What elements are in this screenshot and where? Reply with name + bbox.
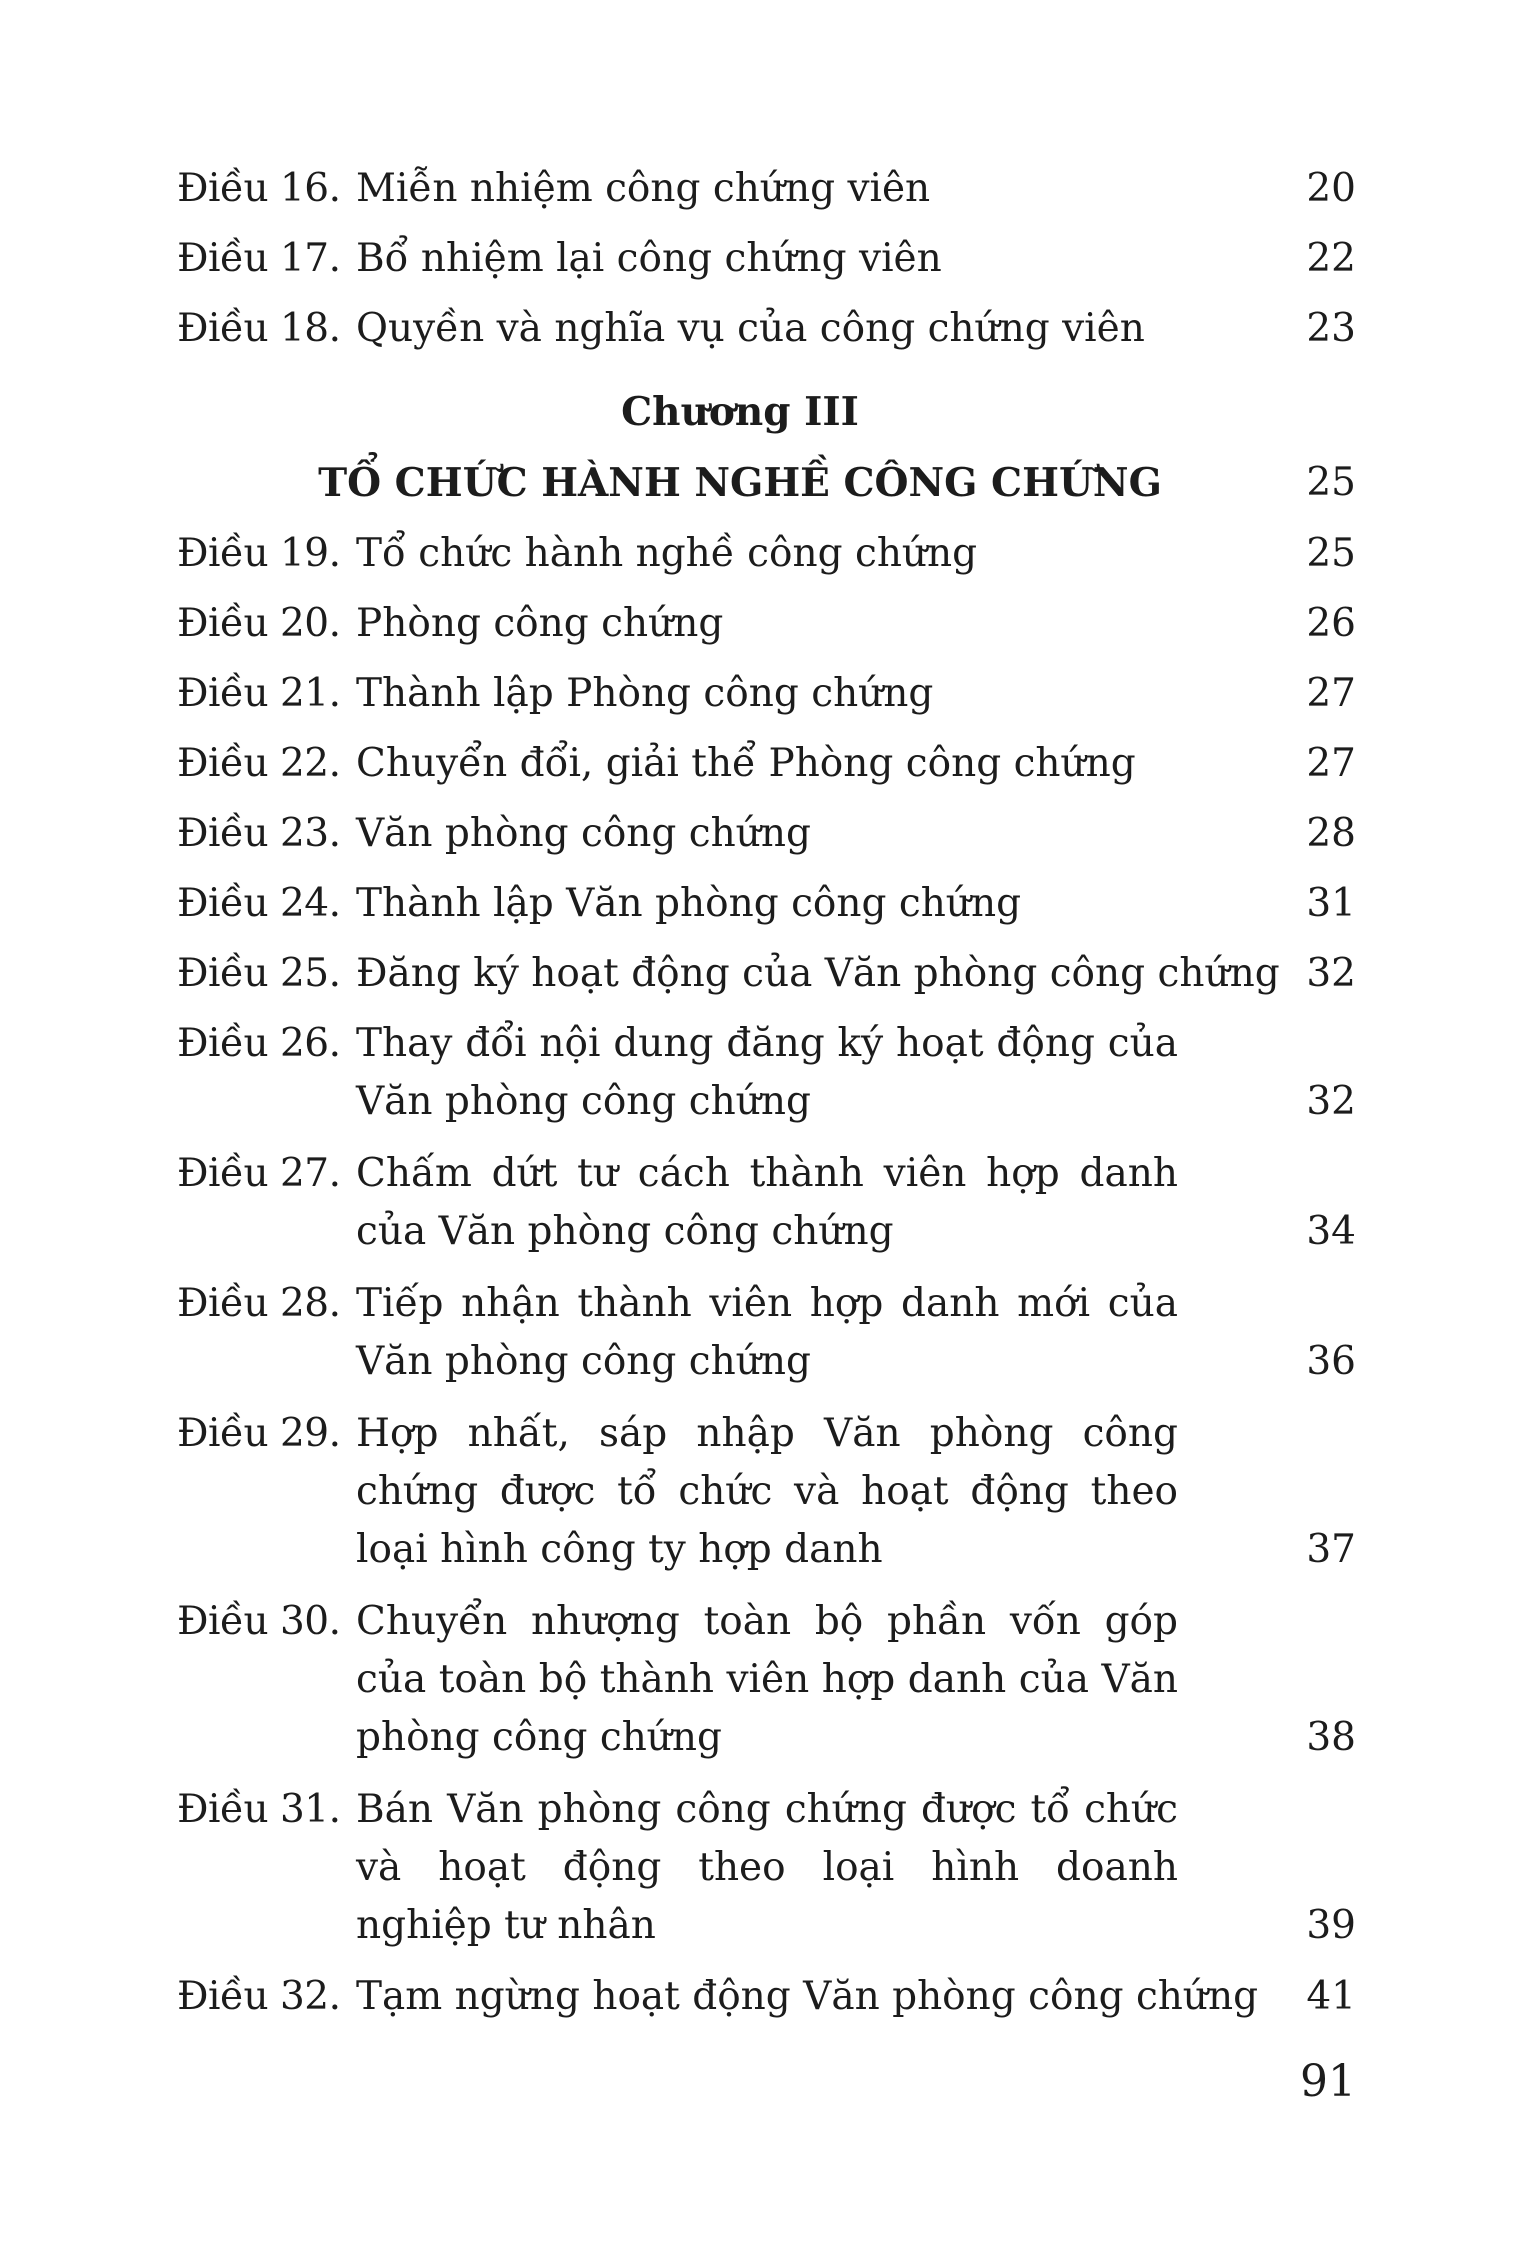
entry-title: Chấm dứt tư cách thành viên hợp danh của Văn phòng công chứng [356,1151,1178,1254]
entry-number: Điều 20. [177,601,341,646]
entry-number: Điều 24. [177,881,341,926]
entry-title: Tạm ngừng hoạt động Văn phòng công chứng [356,1974,1259,2019]
chapter-number: Chương III [621,389,859,435]
entry-page: 27 [1306,741,1356,786]
entry-number: Điều 25. [177,951,341,996]
entry-page: 27 [1306,671,1356,716]
entry-title: Thành lập Văn phòng công chứng [356,881,1022,926]
entry-number: Điều 26. [177,1021,341,1066]
entry-page: 36 [1306,1339,1356,1384]
entry-page: 20 [1306,166,1356,211]
entry-title: Hợp nhất, sáp nhập Văn phòng công chứng được tổ chức và hoạt động theo loại hình công ty hợp danh [356,1411,1178,1572]
entry-page: 41 [1306,1974,1356,2019]
entry-number: Điều 17. [177,236,341,281]
entry-number: Điều 27. [177,1151,341,1196]
entry-title: Đăng ký hoạt động của Văn phòng công chứng [356,951,1280,996]
entry-title: Văn phòng công chứng [356,811,811,856]
entry-number: Điều 22. [177,741,341,786]
entry-title: Chuyển nhượng toàn bộ phần vốn góp của toàn bộ thành viên hợp danh của Văn phòng công chứng [356,1599,1178,1760]
entry-number: Điều 29. [177,1411,341,1456]
page-number: 91 [1300,2056,1356,2107]
entry-number: Điều 28. [177,1281,341,1326]
entry-page: 34 [1306,1209,1356,1254]
entry-number: Điều 32. [177,1974,341,2019]
entry-page: 22 [1306,236,1356,281]
entry-page: 32 [1306,1079,1356,1124]
entry-number: Điều 31. [177,1787,341,1832]
entry-title: Chuyển đổi, giải thể Phòng công chứng [356,741,1136,786]
entry-number: Điều 16. [177,166,341,211]
entry-title: Thay đổi nội dung đăng ký hoạt động của Văn phòng công chứng [356,1021,1178,1124]
entry-title: Tổ chức hành nghề công chứng [356,531,978,576]
entry-title: Phòng công chứng [356,601,724,646]
entry-number: Điều 23. [177,811,341,856]
entry-title: Miễn nhiệm công chứng viên [356,166,931,211]
entry-page: 37 [1306,1527,1356,1572]
entry-number: Điều 21. [177,671,341,716]
entry-page: 31 [1306,881,1356,926]
entry-title: Tiếp nhận thành viên hợp danh mới của Văn phòng công chứng [356,1281,1178,1384]
entry-title: Bán Văn phòng công chứng được tổ chức và hoạt động theo loại hình doanh nghiệp tư nhân [356,1787,1178,1948]
chapter-page: 25 [1306,460,1356,505]
entry-page: 28 [1306,811,1356,856]
entry-page: 32 [1306,951,1356,996]
entry-number: Điều 19. [177,531,341,576]
entry-page: 23 [1306,306,1356,351]
chapter-title: TỔ CHỨC HÀNH NGHỀ CÔNG CHỨNG [318,460,1162,506]
entry-number: Điều 30. [177,1599,341,1644]
entry-page: 25 [1306,531,1356,576]
entry-title: Thành lập Phòng công chứng [356,671,934,716]
entry-title: Quyền và nghĩa vụ của công chứng viên [356,306,1145,351]
entry-title: Bổ nhiệm lại công chứng viên [356,236,942,281]
entry-page: 39 [1306,1903,1356,1948]
entry-page: 26 [1306,601,1356,646]
entry-number: Điều 18. [177,306,341,351]
entry-page: 38 [1306,1715,1356,1760]
